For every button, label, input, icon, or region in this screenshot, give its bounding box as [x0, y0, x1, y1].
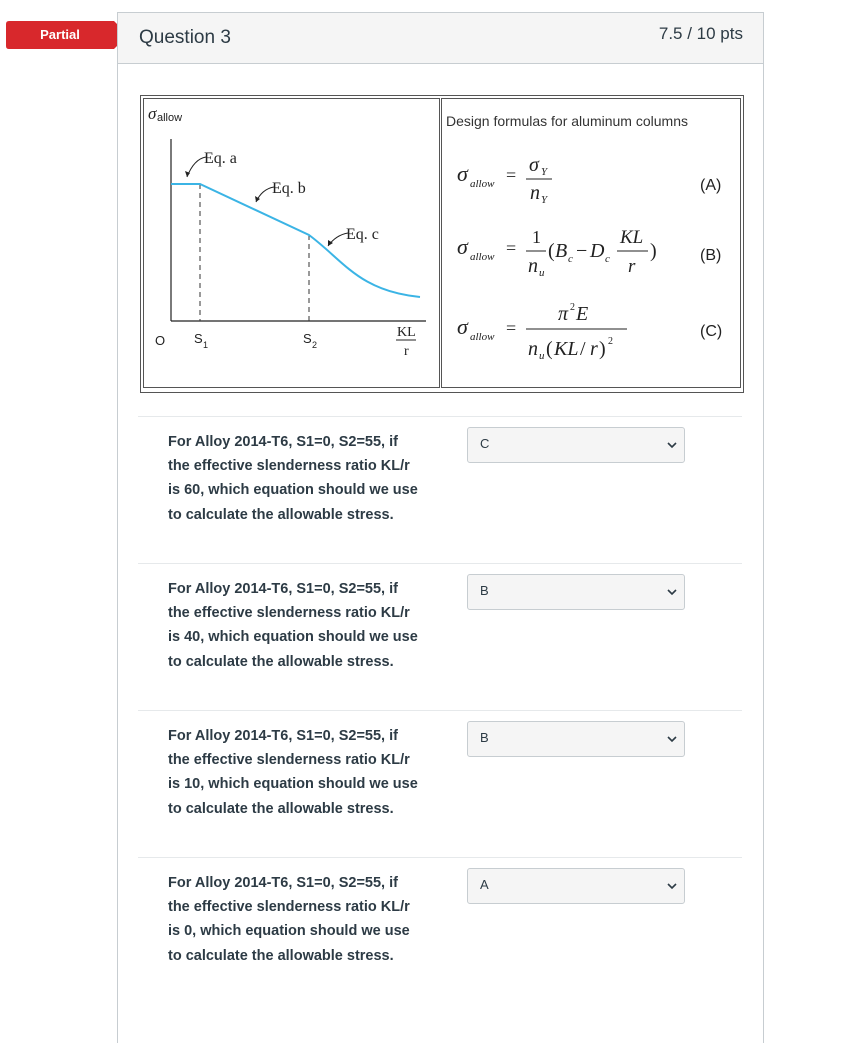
subquestion-text: For Alloy 2014-T6, S1=0, S2=55, if the effective slenderness ratio KL/r is 40, which equation should we use to calculate the allowable stress. [168, 581, 418, 670]
label-b: (B) [700, 247, 722, 264]
s2-sub: 2 [312, 340, 318, 350]
chevron-down-icon [666, 880, 678, 892]
design-formulas [441, 98, 741, 388]
formula-a [457, 154, 552, 206]
svg-text:n: n [528, 338, 538, 360]
select-value: B [480, 730, 489, 745]
svg-text:/: / [580, 338, 586, 360]
svg-text:σ: σ [457, 161, 468, 186]
svg-text:n: n [530, 182, 540, 204]
label-a: (A) [700, 177, 722, 194]
subquestion-text: For Alloy 2014-T6, S1=0, S2=55, if the effective slenderness ratio KL/r is 60, which equation should we use to calculate the allowable stress. [168, 434, 418, 523]
partial-flag [6, 21, 128, 49]
svg-text:(: ( [546, 338, 553, 360]
select-value: A [480, 877, 489, 892]
svg-text:u: u [539, 267, 545, 279]
svg-text:r: r [628, 256, 636, 277]
svg-text:c: c [568, 253, 573, 265]
svg-text:n: n [528, 255, 538, 277]
svg-text:KL: KL [620, 227, 644, 248]
answer-select-1[interactable] [467, 427, 685, 463]
subquestion-text: For Alloy 2014-T6, S1=0, S2=55, if the effective slenderness ratio KL/r is 10, which equation should we use to calculate the allowable stress. [168, 728, 418, 817]
svg-text:σ: σ [457, 234, 468, 259]
x-axis-numerator: KL [397, 325, 416, 340]
svg-text:allow: allow [470, 178, 495, 190]
origin-label: O [155, 333, 166, 348]
subquestion-4 [138, 857, 742, 1005]
answer-select-2[interactable] [467, 574, 685, 610]
flag-label: Partial [40, 27, 80, 42]
subquestion-text: For Alloy 2014-T6, S1=0, S2=55, if the effective slenderness ratio KL/r is 0, which equation should we use to calculate the allowable stress. [168, 875, 410, 964]
svg-text:r: r [590, 338, 598, 360]
question-title: Question 3 [139, 27, 231, 48]
svg-text:=: = [506, 318, 517, 338]
question-header [118, 13, 763, 64]
y-axis-label: σ [148, 104, 157, 123]
formula-c [457, 302, 627, 362]
allowable-stress-curve [171, 184, 420, 297]
svg-text:allow: allow [470, 331, 495, 343]
s1-label: S [194, 331, 203, 346]
chevron-down-icon [666, 439, 678, 451]
label-c: (C) [700, 323, 723, 340]
svg-text:1: 1 [532, 227, 541, 247]
question-card [117, 12, 764, 1043]
svg-text:σ: σ [457, 314, 468, 339]
eq-c-label: Eq. c [346, 226, 379, 243]
formulas-title: Design formulas for aluminum columns [446, 113, 688, 129]
x-axis-denominator: r [404, 344, 409, 359]
svg-text:E: E [576, 303, 589, 325]
answer-select-4[interactable] [467, 868, 685, 904]
svg-text:allow: allow [470, 251, 495, 263]
svg-text:Y: Y [541, 166, 548, 178]
chevron-down-icon [666, 733, 678, 745]
svg-text:D: D [590, 240, 605, 262]
figure [140, 95, 744, 393]
select-value: B [480, 583, 489, 598]
eq-b-label: Eq. b [272, 180, 306, 197]
svg-text:=: = [506, 238, 517, 258]
stress-graph [143, 98, 440, 388]
svg-text:π: π [558, 303, 569, 325]
svg-text:u: u [539, 350, 545, 362]
svg-text:B: B [555, 240, 568, 262]
svg-text:2: 2 [570, 302, 575, 313]
eq-a-label: Eq. a [204, 150, 237, 167]
svg-text:KL: KL [554, 338, 579, 360]
formula-b [457, 227, 657, 279]
subquestion-2 [138, 563, 742, 711]
subquestion-1 [138, 416, 742, 564]
svg-text:σ: σ [529, 154, 539, 176]
answer-select-3[interactable] [467, 721, 685, 757]
question-points: 7.5 / 10 pts [658, 24, 743, 43]
svg-text:(: ( [548, 240, 555, 262]
svg-text:Y: Y [541, 194, 548, 206]
s2-label: S [303, 331, 312, 346]
y-axis-sub: allow [157, 112, 183, 124]
svg-text:c: c [605, 253, 610, 265]
svg-text:=: = [506, 165, 517, 185]
s1-sub: 1 [203, 340, 209, 350]
select-value: C [480, 436, 490, 451]
svg-text:): ) [599, 338, 606, 360]
chevron-down-icon [666, 586, 678, 598]
svg-text:−: − [576, 240, 588, 262]
svg-text:2: 2 [608, 336, 613, 347]
subquestion-3 [138, 710, 742, 858]
svg-text:): ) [650, 240, 657, 262]
